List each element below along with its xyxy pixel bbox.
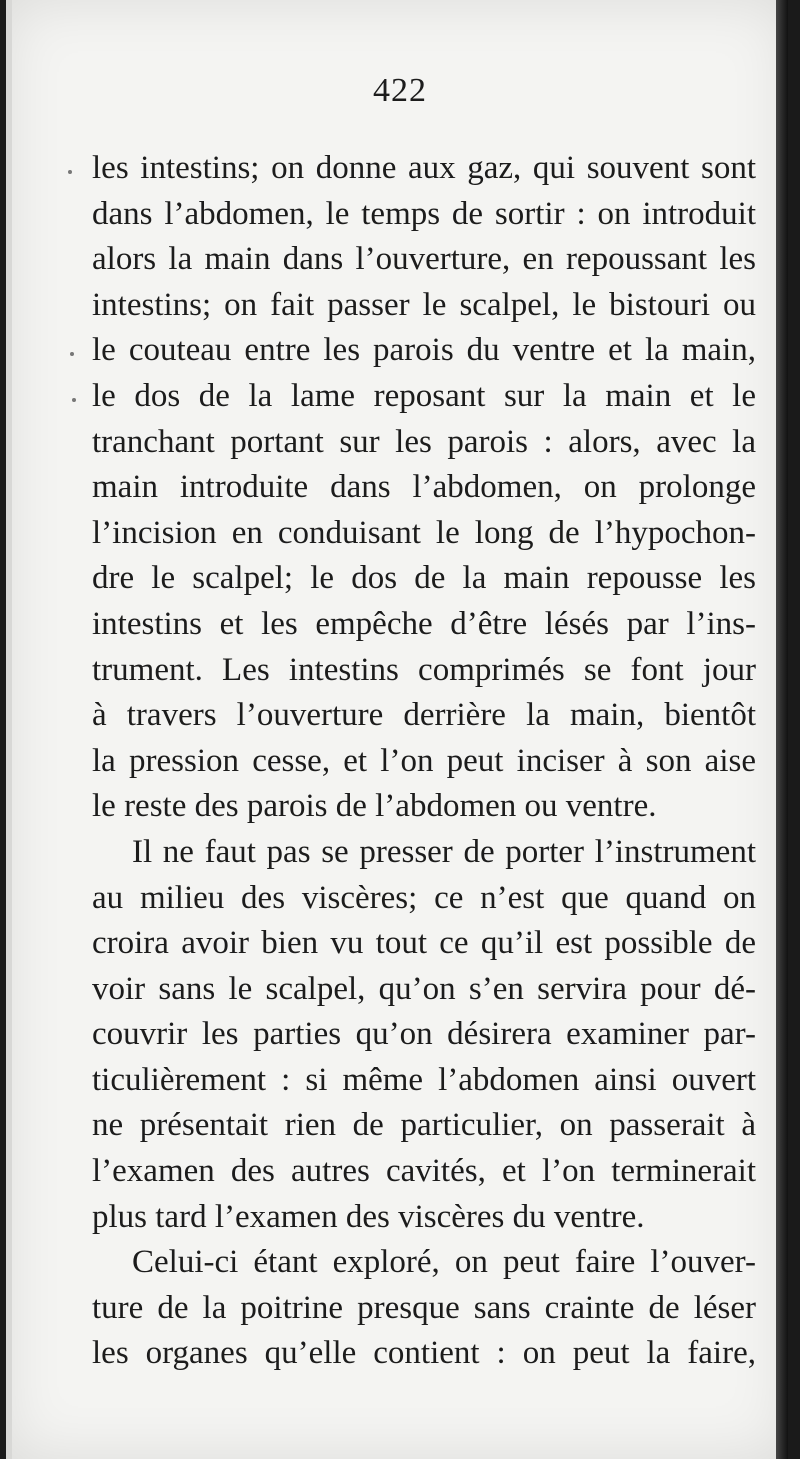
text-line: ture de la poitrine presque sans crainte de léser — [92, 1289, 756, 1326]
page-number: 422 — [373, 72, 427, 109]
text-line: à travers l’ouverture derrière la main, bientôt — [92, 697, 756, 734]
paragraph-2 — [92, 830, 756, 1240]
text-line: dans l’abdomen, le temps de sortir : on introduit — [92, 195, 756, 232]
text-line: alors la main dans l’ouverture, en repoussant les — [92, 241, 756, 278]
text-line: les organes qu’elle contient : on peut la faire, — [92, 1335, 756, 1372]
text-line: intestins; on fait passer le scalpel, le bistouri ou — [92, 286, 756, 323]
text-line: la pression cesse, et l’on peut inciser à son aise — [92, 742, 756, 779]
text-line: le reste des parois de l’abdomen ou ventre. — [92, 788, 657, 825]
text-line: l’incision en conduisant le long de l’hypochon- — [92, 514, 756, 551]
text-line: main introduite dans l’abdomen, on prolonge — [92, 469, 756, 506]
text-line: Celui-ci étant exploré, on peut faire l’ouver- — [132, 1244, 756, 1281]
paragraph-3 — [92, 1240, 756, 1377]
text-line: couvrir les parties qu’on désirera examiner par- — [92, 1016, 756, 1053]
body-text — [92, 146, 756, 1377]
text-line: le dos de la lame reposant sur la main et le — [92, 377, 756, 414]
page-left-edge — [6, 0, 12, 1459]
text-line: ne présentait rien de particulier, on passerait à — [92, 1107, 756, 1144]
text-line: tranchant portant sur les parois : alors, avec la — [92, 423, 756, 460]
text-line: croira avoir bien vu tout ce qu’il est possible de — [92, 925, 756, 962]
text-line: le couteau entre les parois du ventre et la main, — [92, 332, 756, 369]
text-line: les intestins; on donne aux gaz, qui souvent sont — [92, 150, 756, 186]
paragraph-1 — [92, 146, 756, 830]
margin-speck — [70, 352, 74, 356]
margin-speck — [72, 398, 76, 402]
text-line: Il ne faut pas se presser de porter l’instrument — [132, 833, 756, 870]
text-line: intestins et les empêche d’être lésés par l’ins- — [92, 605, 756, 642]
text-line: plus tard l’examen des viscères du ventre. — [92, 1198, 645, 1235]
text-line: trument. Les intestins comprimés se font jour — [92, 651, 756, 688]
text-line: dre le scalpel; le dos de la main repousse les — [92, 560, 756, 597]
text-line: voir sans le scalpel, qu’on s’en servira pour dé- — [92, 970, 756, 1007]
text-line: l’examen des autres cavités, et l’on terminerait — [92, 1153, 756, 1190]
page-right-edge — [776, 0, 788, 1459]
margin-speck — [68, 170, 72, 174]
text-line: ticulièrement : si même l’abdomen ainsi ouvert — [92, 1061, 756, 1098]
text-line: au milieu des viscères; ce n’est que quand on — [92, 879, 756, 916]
